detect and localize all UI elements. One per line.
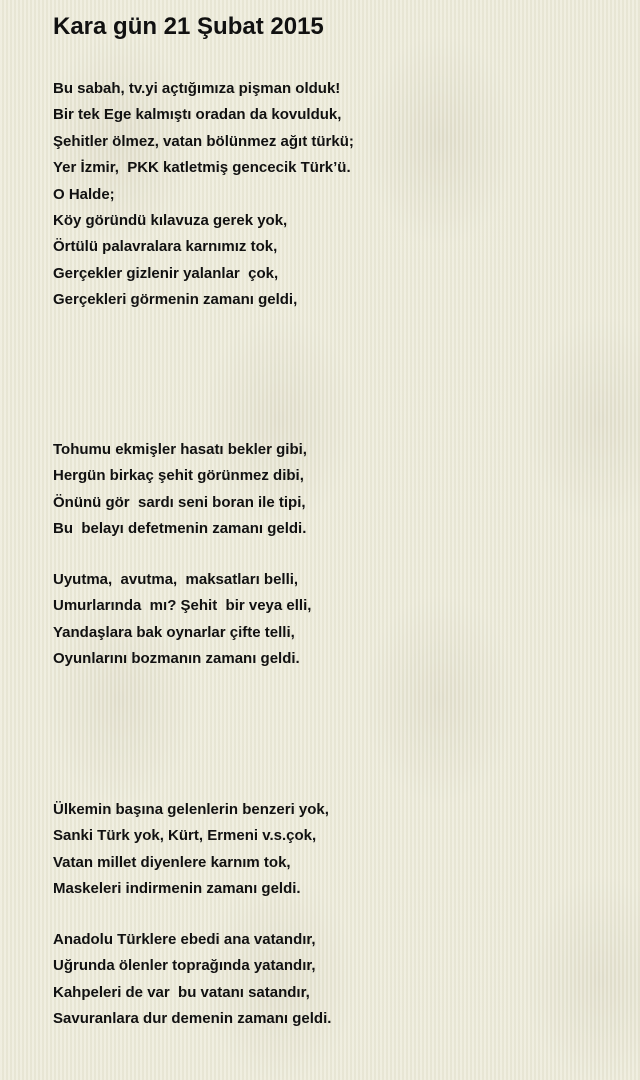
poem-line: Bu belayı defetmenin zamanı geldi. [53,520,307,538]
poem-line: Vatan millet diyenlere karnım tok, [53,853,291,871]
poem-stanza-4 [53,797,329,903]
poem-line: Maskeleri indirmenin zamanı geldi. [53,880,301,898]
poem-line: Yer İzmir, PKK katletmiş gencecik Türk’ü. [53,159,351,177]
poem-line: Örtülü palavralara karnımız tok, [53,238,278,256]
poem-line: Gerçekler gizlenir yalanlar çok, [53,264,279,282]
poem-line: Gerçekleri görmenin zamanı geldi, [53,291,298,309]
poem-stanza-1 [53,76,354,314]
poem-line: Oyunlarını bozmanın zamanı geldi. [53,650,300,668]
poem-line: Sanki Türk yok, Kürt, Ermeni v.s.çok, [53,827,317,845]
poem-line: Ülkemin başına gelenlerin benzeri yok, [53,801,329,818]
poem-stanza-2 [53,437,307,543]
poem-line: Bu sabah, tv.yi açtığımıza pişman olduk! [53,80,341,97]
poem-line: Önünü gör sardı seni boran ile tipi, [53,493,306,511]
poem-stanza-5 [53,927,331,1033]
poem-line: O Halde; [53,185,115,203]
poem-line: Köy göründü kılavuza gerek yok, [53,211,288,229]
poem-title: Kara gün 21 Şubat 2015 [53,13,324,40]
poem-line: Uyutma, avutma, maksatları belli, [53,571,299,588]
poem-line: Kahpeleri de var bu vatanı satandır, [53,983,310,1001]
poem-line: Şehitler ölmez, vatan bölünmez ağıt türkü; [53,132,354,150]
poem-line: Anadolu Türklere ebedi ana vatandır, [53,931,316,948]
poem-line: Yandaşlara bak oynarlar çifte telli, [53,623,295,641]
poem-line: Savuranlara dur demenin zamanı geldi. [53,1010,332,1028]
poem-line: Umurlarında mı? Şehit bir veya elli, [53,597,312,615]
poem-line: Tohumu ekmişler hasatı bekler gibi, [53,441,307,458]
poem-stanza-3 [53,567,311,673]
poem-line: Uğrunda ölenler toprağında yatandır, [53,957,316,975]
poem-line: Bir tek Ege kalmıştı oradan da kovulduk, [53,106,342,124]
poem-line: Hergün birkaç şehit görünmez dibi, [53,467,304,485]
